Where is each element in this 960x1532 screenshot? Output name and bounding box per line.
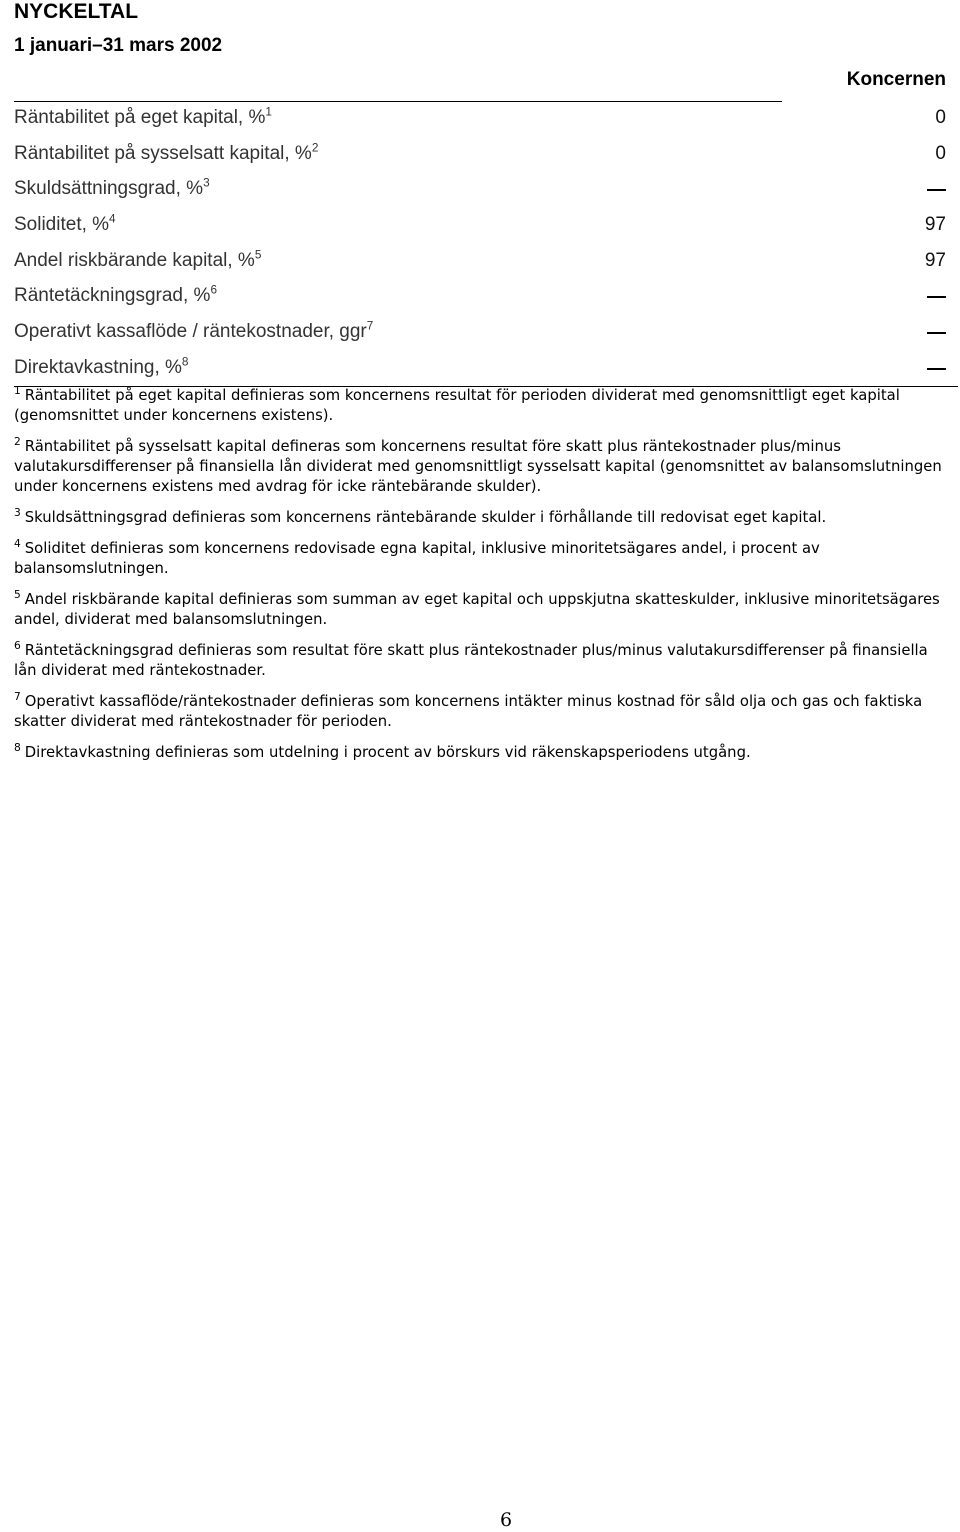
footnote-1: $^1$ Räntabilitet på eget kapital definieras som koncernens resultat för perioden dividerat med genomsnittligt eget kapital (genomsnittet under koncernens existens). [14,384,900,424]
footnote-4: $^4$ Soliditet definieras som koncernens redovisade egna kapital, inklusive minoritetsägares andel, i procent av balansomslutningen. [14,537,820,577]
kpi-label: Räntabilitet på eget kapital, %$^1$ [14,105,272,128]
kpi-row-debt-equity [14,173,946,209]
kpi-row-interest-coverage [14,280,946,316]
footnote-ref: 2 [311,141,319,155]
kpi-row-solidity [14,209,946,245]
kpi-value-empty [927,284,946,308]
kpi-row-roe [14,102,946,138]
kpi-label: Skuldsättningsgrad, %$^3$ [14,177,210,200]
kpi-value-empty [927,177,946,201]
kpi-label: Räntabilitet på sysselsatt kapital, %$^2$ [14,141,319,164]
report-period: 1 januari–31 mars 2002 [14,35,223,56]
kpi-value-empty [927,356,946,380]
footnote-8: $^8$ Direktavkastning definieras som utdelning i procent av börskurs vid räkenskapsperiodens utgång. [14,741,751,761]
footnote-ref: 8 [181,355,189,369]
dash-mark [927,189,946,191]
kpi-value: 97 [924,214,946,236]
column-header-koncernen: Koncernen [846,69,946,90]
footnote-ref: 4 [109,212,116,226]
dash-mark [927,368,946,370]
footnote-ref: 3 [203,177,210,191]
page-title: NYCKELTAL [14,0,139,23]
kpi-row-dividend-yield [14,352,946,388]
footnote-2: $^2$ Räntabilitet på sysselsatt kapital defineras som koncernens resultat före skatt plus räntekostnader plus/minus valutakursdifferenser på finansiella lån dividerat med genomsnittligt sysselsatt kapital (genomsnittet av balansomslutningen under koncernens existens med avdrag för icke räntebärande skulder). [14,435,942,495]
footnote-ref: 7 [366,319,374,333]
kpi-label: Räntetäckningsgrad, %$^6$ [14,284,217,307]
footnote-3: $^3$ Skuldsättningsgrad definieras som koncernens räntebärande skulder i förhållande till redovisat eget kapital. [14,506,827,526]
kpi-value: 0 [935,107,946,128]
footnote-7: $^7$ Operativt kassaflöde/räntekostnader definieras som koncernens intäkter minus kostnad för såld olja och gas och faktiska skatter dividerat med räntekostnader för perioden. [14,690,923,730]
kpi-label: Operativt kassaflöde / räntekostnader, ggr$^7$ [14,319,374,343]
kpi-row-operating-cashflow [14,316,946,352]
footnote-5: $^5$ Andel riskbärande kapital definieras som summan av eget kapital och uppskjutna skatteskulder, inklusive minoritetsägares andel, dividerat med balansomslutningen. [14,588,940,628]
page-number: 6 [499,1509,513,1531]
kpi-value: 97 [924,249,946,271]
kpi-label: Soliditet, %$^4$ [14,212,116,236]
footnote-ref: 1 [265,105,272,119]
kpi-label: Direktavkastning, %$^8$ [14,355,189,378]
kpi-row-roce [14,138,946,174]
dash-mark [927,332,946,334]
kpi-value-empty [927,320,946,344]
footnotes [14,386,950,774]
footnote-ref: 6 [210,284,217,298]
footnote-6: $^6$ Räntetäckningsgrad definieras som resultat före skatt plus räntekostnader plus/minus valutakursdifferenser på finansiella lån dividerat med räntekostnader. [14,639,928,679]
kpi-value: 0 [935,142,946,164]
dash-mark [927,296,946,298]
kpi-row-risk-capital [14,245,946,281]
footnote-ref: 5 [254,248,262,262]
kpi-table [14,102,946,388]
kpi-label: Andel riskbärande kapital, %$^5$ [14,248,262,271]
